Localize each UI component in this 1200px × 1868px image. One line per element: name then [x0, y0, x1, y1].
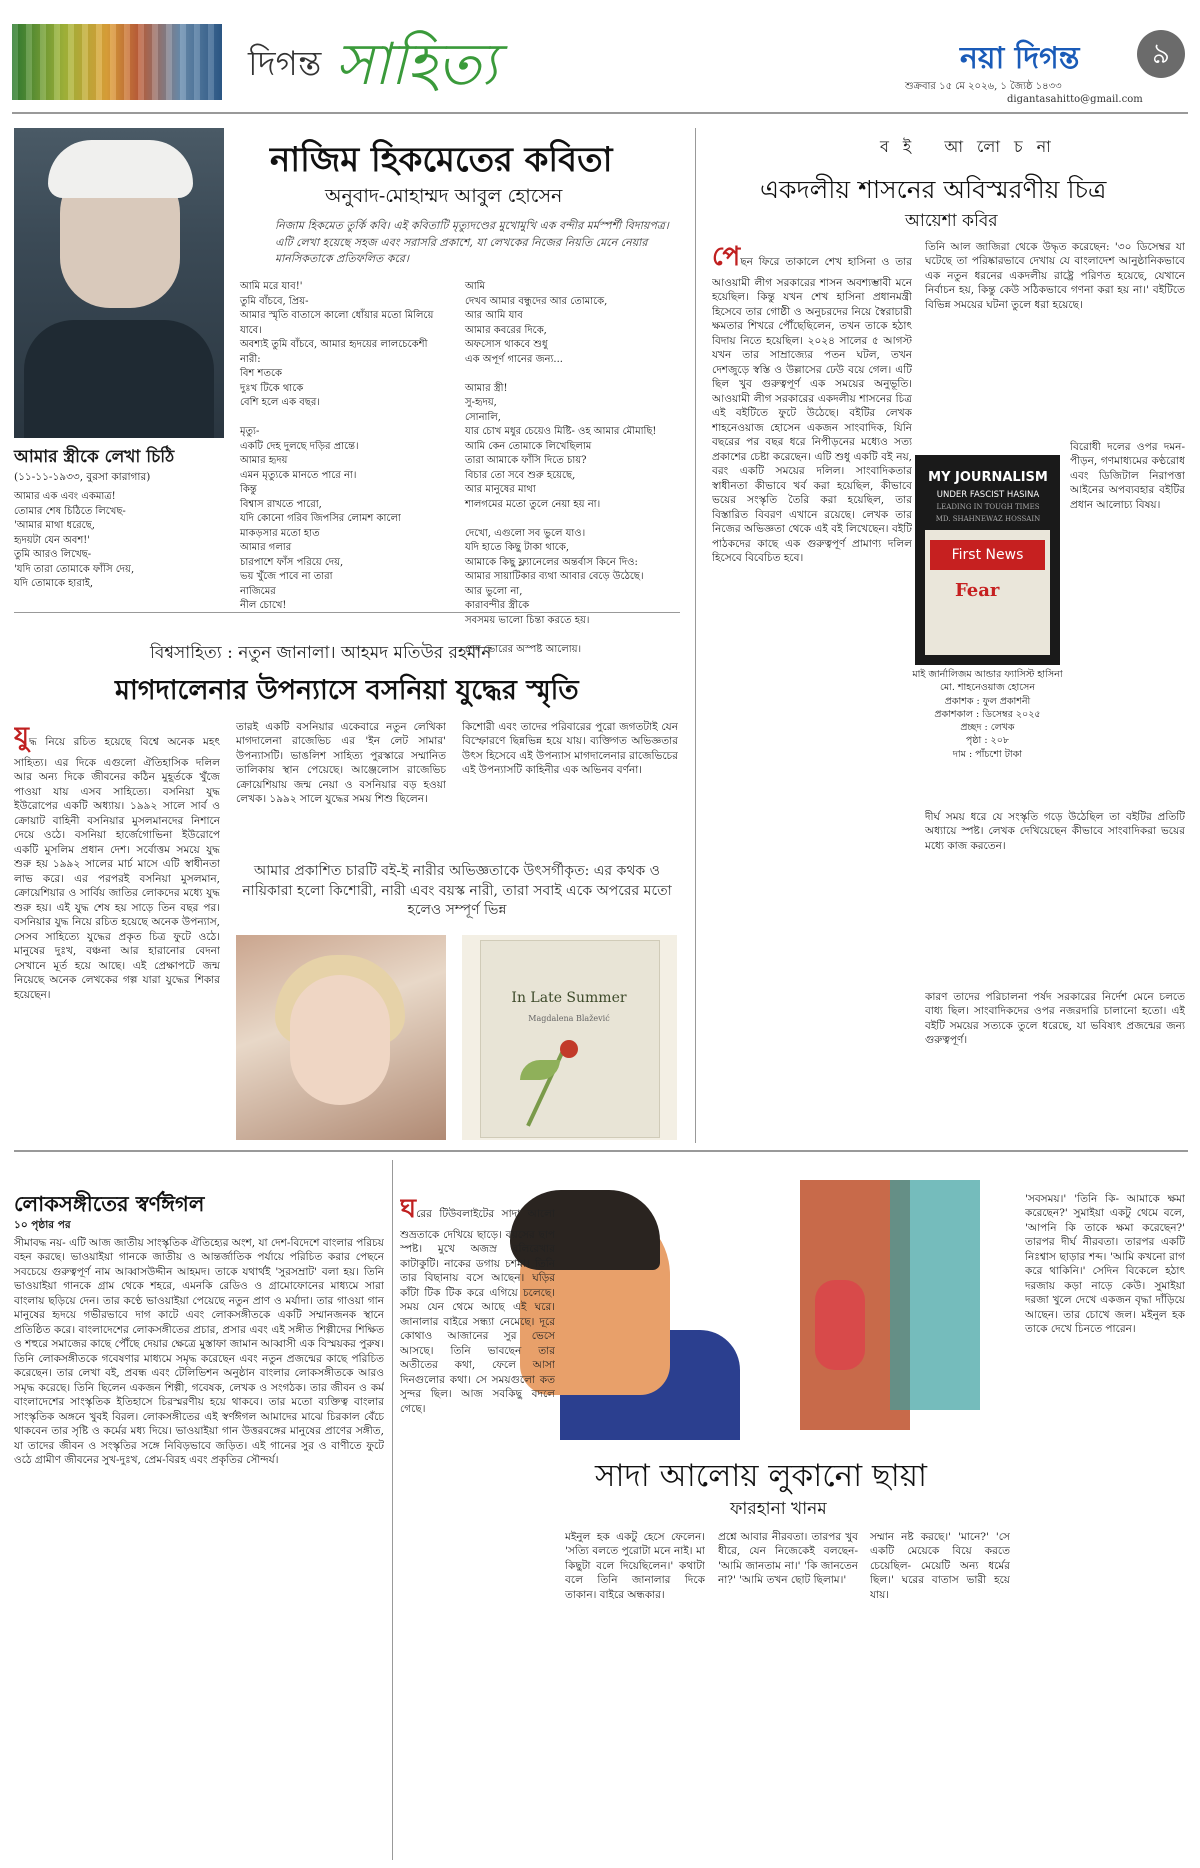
- review-book-author: MD. SHAHNEWAZ HOSSAIN: [935, 515, 1041, 523]
- contact-email[interactable]: digantasahitto@gmail.com: [1007, 94, 1143, 105]
- poem-article-title: নাজিম হিকমেতের কবিতা: [270, 140, 613, 180]
- newspaper-headline: Fear: [955, 580, 1000, 601]
- poem-article-byline: অনুবাদ-মোহাম্মদ আবুল হোসেন: [325, 185, 563, 207]
- masthead: [0, 0, 1200, 112]
- poem-article-intro: নিজাম হিকমেত তুর্কি কবি। এই কবিতাটি মৃত্যুদণ্ডের মুখোমুখি এক বন্দীর মর্মস্পর্শী বিদায়পত্র। এটি লেখা হয়েছে সহজ এবং সরাসরি প্রকাশে, যা লেখকের নিজের নিয়তি মেনে নেয়ার মানসিকতাকে প্রতিফলিত করে।: [275, 219, 669, 265]
- review-byline: আয়েশা কবির: [905, 211, 998, 231]
- illustration-girl: [815, 1280, 865, 1370]
- book-details: মাই জার্নালিজম আন্ডার ফ্যাসিস্ট হাসিনা মো. শাহনেওয়াজ হোসেন প্রকাশক : ফুল প্রকাশনী প্রকাশকাল : ডিসেম্বর ২০২৫ প্রচ্ছদ : লেখক পৃষ্ঠা : ২০৮ দাম : পাঁচশো টাকা: [912, 669, 1063, 760]
- review-column-1: [712, 240, 912, 1135]
- book-cover-flower-art: [560, 1040, 578, 1058]
- masthead-artwork: [12, 24, 222, 100]
- issue-date: শুক্রবার ১৫ মে ২০২৬, ১ জ্যৈষ্ঠ ১৪৩৩: [905, 81, 1062, 92]
- poem-column-1: আমার এক এবং একমাত্র! তোমার শেষ চিঠিতে লিখেছ- 'আমার মাথা ধরেছে, হৃদয়টা যেন অবশ!' তুমি আরও লিখেছ- 'যদি তারা তোমাকে ফাঁসি দেয়, যদি তোমাকে হারাই,: [14, 491, 135, 589]
- review-book-title-line-2: UNDER FASCIST HASINA: [936, 490, 1040, 500]
- column-text: ছন ফিরে তাকালে শেখ হাসিনা ও তার আওয়ামী লীগ সরকারের শাসন অবশ্যম্ভাবী মনে হয়েছিল। কিন্তু যখন শেখ হাসিনা প্রধানমন্ত্রী হিসেবে তার গোষ্ঠী ও অনুচরদের নিয়ে স্বৈরাচারী ক্ষমতার শিখরে পৌঁছেছিলেন, তখন তাকে হঠাৎ বিদায় নিতে হয়েছিল। ২০২৪ সালের ৫ আগস্ট যখন তার সাম্রাজ্যের পতন ঘটল, তখন দেশজুড়ে স্বস্তি ও উল্লাসের ঢেউ বয়ে গেল। এটি ছিল খুব গুরুত্বপূর্ণ এক সময়ের অনুভূতি। আওয়ামী লীগ সরকারের একদলীয় শাসনের চিত্র এই বইটিতে ফুটে উঠেছে। বইটির লেখক শাহনেওয়াজ হোসেন একজন সাংবাদিক, যিনি বছরের পর বছর ধরে নিপীড়নের মধ্যেও সত্য প্রকাশের চেষ্টা করেছেন। এটি শুধু একটি বই নয়, বরং একটি সময়ের দলিল। সাংবাদিকতার স্বাধীনতা কীভাবে খর্ব করা হয়েছিল, কীভাবে ভয়ের সংস্কৃতি তৈরি করা হয়েছিল, তার বিস্তারিত বিবরণ এখানে রয়েছে। লেখক তার নিজের অভিজ্ঞতা থেকে এই বই লিখেছেন। বইটি পাঠকদের কাছে এক গুরুত্বপূর্ণ প্রামাণ্য দলিল হিসেবে বিবেচিত হবে।: [712, 256, 912, 565]
- book-cover-author: Magdalena Blažević: [528, 1014, 610, 1023]
- bosnia-article-kicker: [150, 640, 491, 668]
- review-title: একদলীয় শাসনের অবিস্মরণীয় চিত্র: [760, 175, 1107, 204]
- author-photo-face: [290, 975, 390, 1105]
- story-title: সাদা আলোয় লুকানো ছায়া: [595, 1458, 928, 1494]
- story-column-1: [400, 1192, 555, 1858]
- dropcap: ঘ: [400, 1194, 417, 1224]
- review-book-title-line-1: MY JOURNALISM: [928, 470, 1048, 485]
- column-divider: [392, 1160, 393, 1860]
- bosnia-article-title: মাগদালেনার উপন্যাসে বসনিয়া যুদ্ধের স্মৃতি: [115, 675, 579, 706]
- poet-portrait-hair: [48, 140, 193, 198]
- poem-subtitle: (১১-১১-১৯৩৩, বুরসা কারাগার): [14, 471, 151, 483]
- page-number-badge: ৯: [1137, 30, 1185, 78]
- review-column-2-side: বিরোধী দলের ওপর দমন-পীড়ন, গণমাধ্যমের কণ্ঠরোধ এবং ডিজিটাল নিরাপত্তা আইনের অপব্যবহার বইটির প্রধান আলোচ্য বিষয়।: [1070, 441, 1185, 511]
- folk-article-body: সীমাবদ্ধ নয়- এটি আজ জাতীয় সাংস্কৃতিক ঐতিহ্যের অংশ, যা দেশ-বিদেশে বাংলার পরিচয় বহন করছে। ভাওয়াইয়া গানকে জাতীয় ও আন্তর্জাতিক পর্যায়ে পরিচিত করার পেছনে সবচেয়ে গুরুত্বপূর্ণ নাম আব্বাসউদ্দীন আহমদ। তাকে যথার্থই 'সুরসম্রাট' বলা হয়। তিনি ভাওয়াইয়া গানকে গ্রাম থেকে শহরে, এমনকি রেডিও ও গ্রামোফোনের মাধ্যমে সারা বাংলায় ছড়িয়ে দেন। তার কণ্ঠে ভাওয়াইয়া পেয়েছে নতুন প্রাণ ও মর্যাদা। তার গাওয়া গান মানুষের হৃদয়ে গভীরভাবে দাগ কাটে এবং লোকসঙ্গীতকে একটি সম্মানজনক স্থানে প্রতিষ্ঠিত করে। বাংলাদেশের লোকসঙ্গীতের প্রচার, প্রসার এবং এই সঙ্গীত শিল্পীদের শিক্ষিত ও শহুরে সমাজের কাছে পৌঁছে দেয়ার ক্ষেত্রে মুস্তাফা জামান আব্বাসী এক বিস্ময়কর পুরুষ। তিনি লোকসঙ্গীতকে গবেষণার মাধ্যমে সমৃদ্ধ করেছেন এবং নতুন প্রজন্মের কাছে পরিচিত করেছেন। তার লেখা বই, প্রবন্ধ এবং টেলিভিশন অনুষ্ঠান বাংলার লোকসঙ্গীতকে আরও সমৃদ্ধ করেছে। তিনি ছিলেন একজন শিল্পী, গবেষক, লেখক ও সংগঠক। তার জীবন ও কর্ম বাংলাদেশের সাংস্কৃতিক ইতিহাসে চিরস্মরণীয় হয়ে থাকবে। তার মতো ব্যক্তিত্ব বাংলার সাংস্কৃতিক অঙ্গনে খুবই বিরল। লোকসঙ্গীতের এই স্বর্ণঈগল আমাদের মাঝে চিরকাল বেঁচে থাকবেন তার সৃষ্টি ও কর্মের মধ্য দিয়ে। ভাওয়াইয়া গান উত্তরবঙ্গের মানুষের প্রাণের সঙ্গীত, যা তাদের জীবন ও সংস্কৃতির সঙ্গে নিবিড়ভাবে জড়িত। এই গানের সুর ও বাণীতে ফুটে ওঠে গ্রামীণ জীবনের সুখ-দুঃখ, প্রেম-বিরহ এবং প্রকৃতির সৌন্দর্য।: [14, 1237, 384, 1467]
- story-byline: ফারহানা খানম: [730, 1499, 827, 1519]
- story-column-5: 'সবসময়।' 'তিনি কি- আমাকে ক্ষমা করেছেন?' সুমাইয়া একটু থেমে বলে, 'আপনি কি তাকে ক্ষমা করেছেন?' তারপর দীর্ঘ নীরবতা। তারপর একটি নিঃশ্বাস ছাড়ার শব্দ। 'আমি কখনো রাগ করে থাকিনি।' সেদিন বিকেলে হঠাৎ দরজায় কড়া নাড়ে কেউ। সুমাইয়া দরজা খুলে দেখে একজন বৃদ্ধা দাঁড়িয়ে আছেন। তার চোখে জল। মইনুল হক তাকে দেখে চিনতে পারেন।: [1025, 1193, 1185, 1336]
- column-text: রের টিউবলাইটের সাদা আলো শুভ্রতাকে দেখিয়ে ছাড়ে। বয়সের ছাপ স্পষ্ট। মুখে অজস্র বলিরেখার কাটাকুটি। নাকের ডগায় চশমা। তিনি তার বিছানায় বসে আছেন। ঘড়ির কাঁটা টিক টিক করে এগিয়ে চলেছে। সময় যেন থেমে আছে এই ঘরে। জানালার বাইরে সন্ধ্যা নেমেছে। দূরে কোথাও আজানের সুর ভেসে আসছে। তিনি ভাবছেন তার অতীতের কথা, ফেলে আসা দিনগুলোর কথা। সে সময়গুলো কত সুন্দর ছিল। আজ সবকিছু বদলে গেছে।: [400, 1208, 555, 1415]
- continued-note: ১০ পৃষ্ঠার পর: [14, 1219, 71, 1231]
- kicker-label: বিশ্বসাহিত্য : নতুন জানালা।: [150, 643, 336, 663]
- newspaper-logo: নয়া দিগন্ত: [960, 41, 1080, 76]
- pull-quote: আমার প্রকাশিত চারটি বই-ই নারীর অভিজ্ঞতাকে উৎসর্গীকৃত: এর কথক ও নায়িকারা হলো কিশোরী, নারী এবং বয়স্ক নারী, তারা সবাই একে অপরের মতো হলেও সম্পূর্ণ ভিন্ন: [242, 863, 672, 919]
- poem-column-2: আমি মরে যাব!' তুমি বাঁচবে, প্রিয়- আমার স্মৃতি বাতাসে কালো ধোঁয়ার মতো মিলিয়ে যাবে। অবশ্যই তুমি বাঁচবে, আমার হৃদয়ের লালচেকেশী নারী: বিশ শতকে দুঃখ টিকে থাকে বেশি হলে এক বছর। মৃত্যু- একটি দেহ দুলছে দড়ির প্রান্তে। আমার হৃদয় এমন মৃত্যুকে মানতে পারে না। কিন্তু বিশ্বাস রাখতে পারো, যদি কোনো গরিব জিপসির লোমশ কালো মাকড়সার মতো হাত আমার গলার চারপাশে ফাঁস পরিয়ে দেয়, ভয় খুঁজে পাবে না তারা নাজিমের নীল চোখে!: [240, 281, 434, 611]
- section-name: সাহিত্য: [335, 30, 498, 98]
- review-column-3: কারণ তাদের পরিচালনা পর্ষদ সরকারের নির্দেশ মেনে চলতে বাধ্য ছিল। সাংবাদিকদের ওপর নজরদারি চালানো হতো। এই বইটি সময়ের সত্যকে তুলে ধরেছে, যা ভবিষ্যৎ প্রজন্মের জন্য গুরুত্বপূর্ণ।: [925, 991, 1185, 1047]
- masthead-divider: [12, 112, 1188, 114]
- poet-portrait-coat: [24, 320, 214, 438]
- illustration-wall: [890, 1180, 980, 1410]
- poem-column-3: আমি দেখব আমার বন্ধুদের আর তোমাকে, আর আমি যাব আমার কবরের দিকে, অফসোস থাকবে শুধু এক অপূর্ণ গানের জন্য... আমার স্ত্রী! সু-হৃদয়, সোনালি, যার চোখ মধুর চেয়েও মিষ্টি- ওহ আমার মৌমাছি! আমি কেন তোমাকে লিখেছিলাম তারা আমাকে ফাঁসি দিতে চায়? বিচার তো সবে শুরু হয়েছে, আর মানুষের মাথা শালগমের মতো তুলে নেয়া হয় না। দেখো, এগুলো সব ভুলে যাও। যদি হাতে কিছু টাকা থাকে, আমাকে কিছু ফ্ল্যানেলের অন্তর্বাস কিনে দিও: আমার সায়াটিকার ব্যথা আবার বেড়ে উঠেছে। আর ভুলো না, কারাবন্দীর স্ত্রীকে সবসময় ভালো চিন্তা করতে হয়। শেষ ভোরের অস্পষ্ট আলোয়।: [465, 281, 657, 655]
- folk-article-title: লোকসঙ্গীতের স্বর্ণঈগল: [14, 1191, 205, 1216]
- book-cover-title: In Late Summer: [511, 990, 627, 1006]
- section-divider: [14, 612, 680, 613]
- dropcap: যু: [14, 722, 29, 752]
- section-name-prefix: দিগন্ত: [248, 44, 322, 84]
- poem-title: আমার স্ত্রীকে লেখা চিঠি: [14, 447, 175, 467]
- newspaper-masthead: First News: [930, 540, 1045, 570]
- story-column-2: মইনুল হক একটু হেসে ফেলেন। 'সত্যি বলতে পুরোটা মনে নাই। মা কিছুটা বলে দিয়েছিলেন।' কথাটা বলে তিনি জানালার দিকে তাকান। বাইরে অন্ধকার।: [565, 1531, 705, 1601]
- kicker-author: আহমদ মতিউর রহমান: [340, 643, 492, 663]
- story-column-4: সম্মান নষ্ট করছে।' 'মানে?' 'সে একটি মেয়েকে বিয়ে করতে চেয়েছিল- মেয়েটি অন্য ধর্মের ছিল।' ঘরের বাতাস ভারী হয়ে যায়।: [870, 1531, 1010, 1601]
- story-column-3: প্রশ্নে আবার নীরবতা। তারপর খুব ধীরে, যেন নিজেকেই বলছেন- 'আমি জানতাম না।' 'কি জানতেন না?' 'আমি তখন ছোট ছিলাম।': [718, 1531, 858, 1587]
- section-divider: [14, 1150, 1188, 1152]
- bosnia-article-column-2: তারই একটি বসনিয়ার একেবারে নতুন লেখিকা মাগদালেনা রাজেভিচ এর 'ইন লেট সামার' উপন্যাসটি। ভাঙলিশ সাহিত্য পুরস্কারে সম্মানিত তালিকায় স্থান পেয়েছে। আঞ্জেলোস রাজেভিচ ক্রোয়েশিয়ায় জন্ম নেয়া ও বসনিয়ার বড় হওয়া লেখক। ১৯৯২ সালে যুদ্ধের সময় শিশু ছিলেন।: [236, 721, 446, 806]
- review-column-2: তিনি আল জাজিরা থেকে উদ্ধৃত করেছেন: '৩০ ডিসেম্বর যা ঘটেছে তা পরিষ্কারভাবে দেখায় যে বাংলাদেশ আনুষ্ঠানিকভাবে এক নতুন ধরনের একদলীয় রাষ্ট্রে পরিণত হয়েছে, যেখানে নির্বাচন হয়, কিন্তু কেউ সঠিকভাবে গণনা করা হয় না।' বইটিতে বিভিন্ন সময়ের ঘটনা তুলে ধরা হয়েছে।: [925, 241, 1185, 311]
- book-cover-panel: [480, 940, 660, 1138]
- column-text: দ্ধ নিয়ে রচিত হয়েছে বিশ্বে অনেক মহৎ সাহিত্য। এর দিকে এগুলো ঐতিহাসিক দলিল আর অন্য দিকে জীবনের কঠিন মুহূর্তকে খুঁজে পাওয়া যায় এসব সাহিত্যে। বসনিয়া যুদ্ধ ইউরোপের একটি অধ্যায়। ১৯৯২ সালে সার্ব ও ক্রোয়াট বাহিনী বসনিয়ার মুসলমানদের নিশানে দেয়ে ওঠে। বসনিয়া হার্জেগোভিনা ইউরোপে একটি মুসলিম প্রধান দেশ। সর্বোত্তম সময়ে যুদ্ধ শুরু হয় ১৯৯২ সালের মার্চ মাসে এটি স্বাধীনতা লাভ করে। এর পরপরই বসনিয়া মুসলমান, ক্রোয়েশিয়ার ও সার্বিয় জাতির লোকদের মধ্যে যুদ্ধ শুরু হয়। এই যুদ্ধ শেষ হয় সাড়ে তিন বছর পর। বসনিয়ার যুদ্ধ নিয়ে রচিত হয়েছে অনেক উপন্যাস, সেসব সাহিত্যে যুদ্ধের প্রকৃত চিত্র ফুটে ওঠে। মানুষের দুঃখ, বঞ্চনা আর হারানোর বেদনা সেখানে মূর্ত হয়ে আছে। এই প্রেক্ষাপটে জন্ম নিয়েছে অনেক লেখকের গল্প যারা যুদ্ধের শিকার হয়েছেন।: [14, 736, 220, 1001]
- dropcap: পে: [712, 242, 741, 272]
- bosnia-article-column-1: [14, 720, 220, 1140]
- bosnia-article-column-3: কিশোরী এবং তাদের পরিবারের পুরো জগতটাই যেন বিস্ফোরণে ছিন্নভিন্ন হয়ে যায়। ব্যক্তিগত অভিজ্ঞতার উৎস হিসেবে এই উপন্যাস মাগদালেনার রাজেভিচের এই উপন্যাসটি কাহিনীর এক অভিনব বর্ণনা।: [462, 721, 678, 777]
- review-kicker: বই আলোচনা: [880, 137, 1065, 156]
- column-divider: [695, 128, 696, 1143]
- review-column-2-lower: দীর্ঘ সময় ধরে যে সংস্কৃতি গড়ে উঠেছিল তা বইটির প্রতিটি অধ্যায়ে স্পষ্ট। লেখক দেখিয়েছেন কীভাবে সাংবাদিকরা ভয়ের মধ্যে কাজ করতেন।: [925, 811, 1185, 852]
- review-book-subtitle: LEADING IN TOUGH TIMES: [936, 503, 1040, 511]
